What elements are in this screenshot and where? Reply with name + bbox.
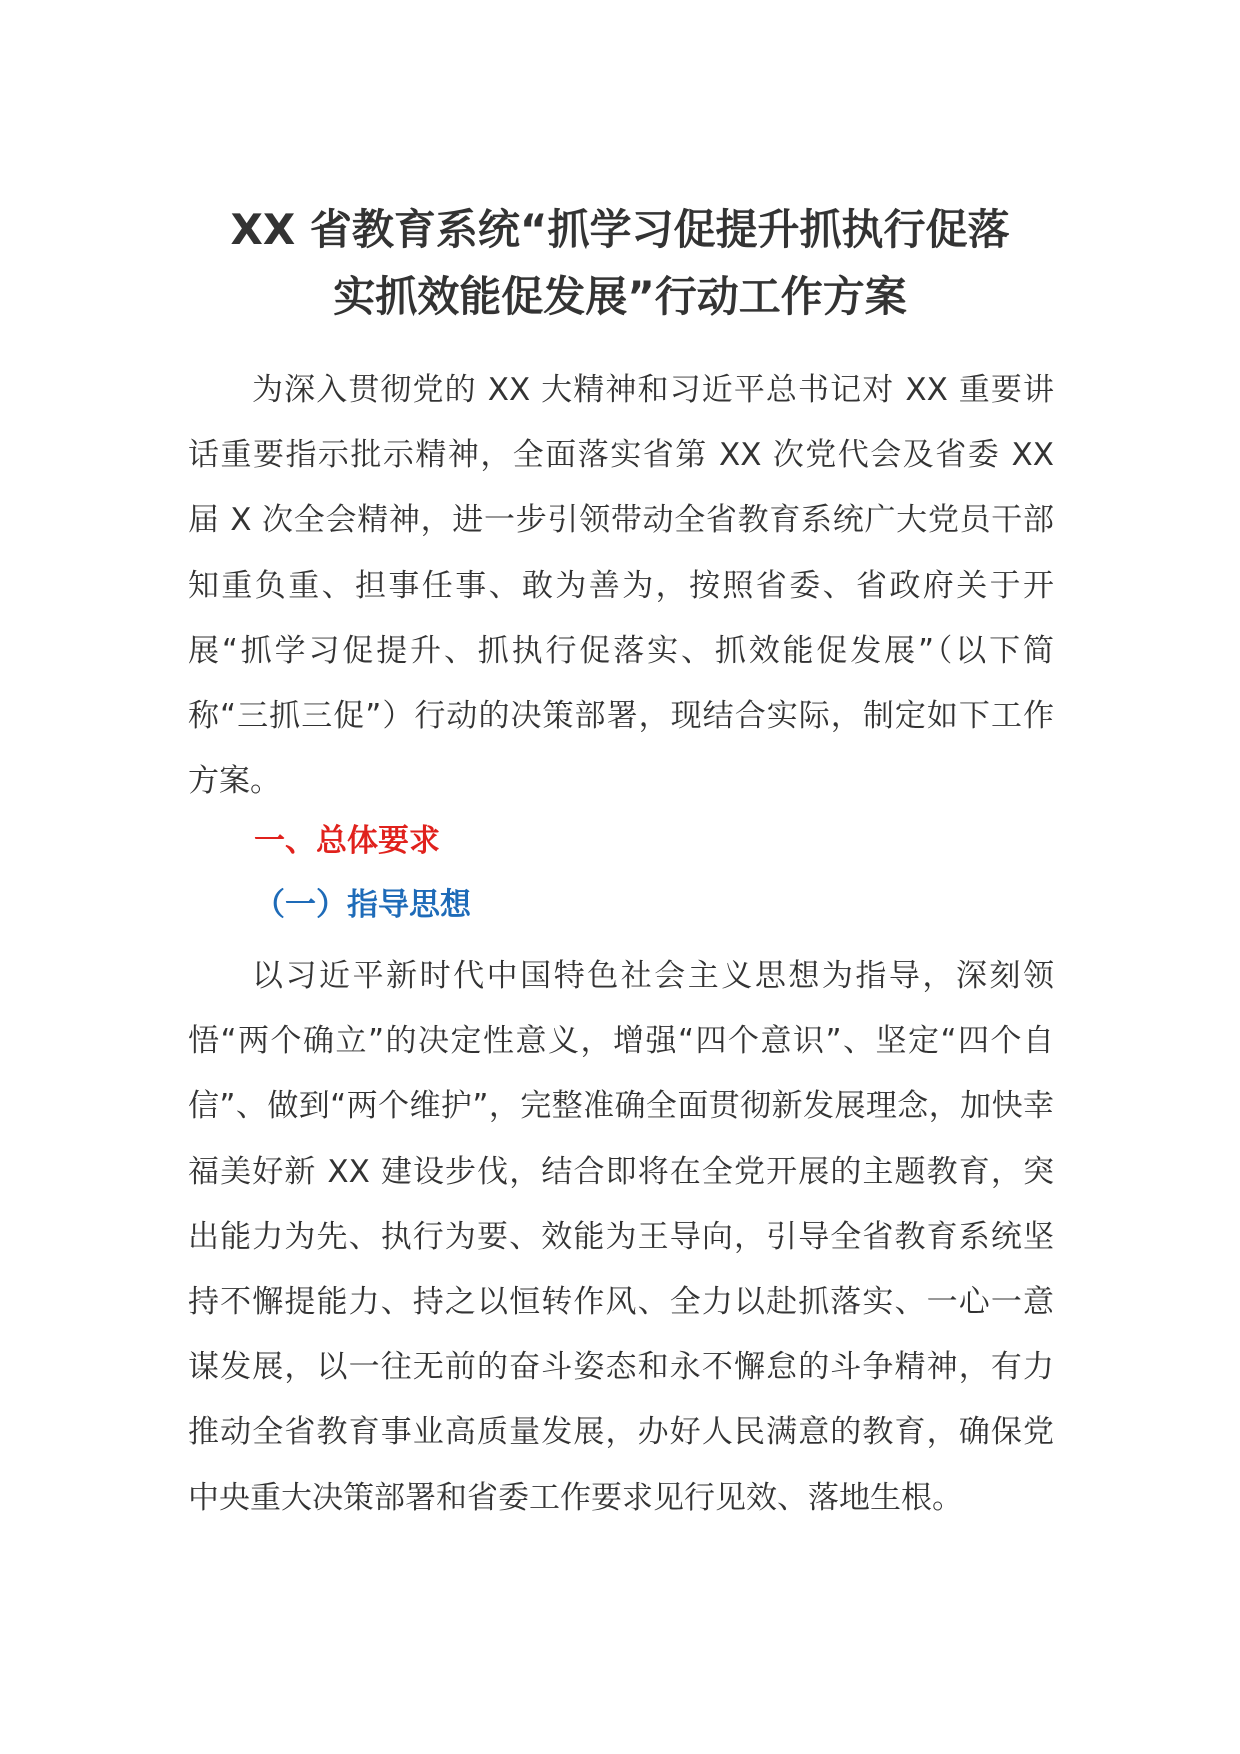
title-line-2: 实抓效能促发展”行动工作方案 [333, 272, 907, 321]
intro-paragraph: 为深入贯彻党的 XX 大精神和习近平总书记对 XX 重要讲话重要指示批示精神，全面落实省第 XX 次党代会及省委 XX 届 X 次全会精神，进一步引领带动全省教育系统广大党员干部知重负重、担事任事、敢为善为，按照省委、省政府关于开展“抓学习促提升、抓执行促落实、抓效能促发展”（以下简称“三抓三促”）行动的决策部署，现结合实际，制定如下工作方案。 [188, 372, 1054, 800]
document-title [150, 196, 1090, 330]
guiding-thought-paragraph: 以习近平新时代中国特色社会主义思想为指导，深刻领悟“两个确立”的决定性意义，增强“四个意识”、坚定“四个自信”、做到“两个维护”，完整准确全面贯彻新发展理念，加快幸福美好新 XX 建设步伐，结合即将在全党开展的主题教育，突出能力为先、执行为要、效能为王导向，引导全省教育系统坚持不懈提能力、持之以恒转作风、全力以赴抓落实、一心一意谋发展，以一往无前的奋斗姿态和永不懈怠的斗争精神，有力推动全省教育事业高质量发展，办好人民满意的教育，确保党中央重大决策部署和省委工作要求见行见效、落地生根。 [188, 958, 1054, 1516]
section-heading-overall-requirements: 一、总体要求 [254, 823, 440, 859]
title-line-1: XX 省教育系统“抓学习促提升抓执行促落 [230, 205, 1010, 254]
subsection-heading-guiding-thought: （一）指导思想 [254, 887, 471, 923]
